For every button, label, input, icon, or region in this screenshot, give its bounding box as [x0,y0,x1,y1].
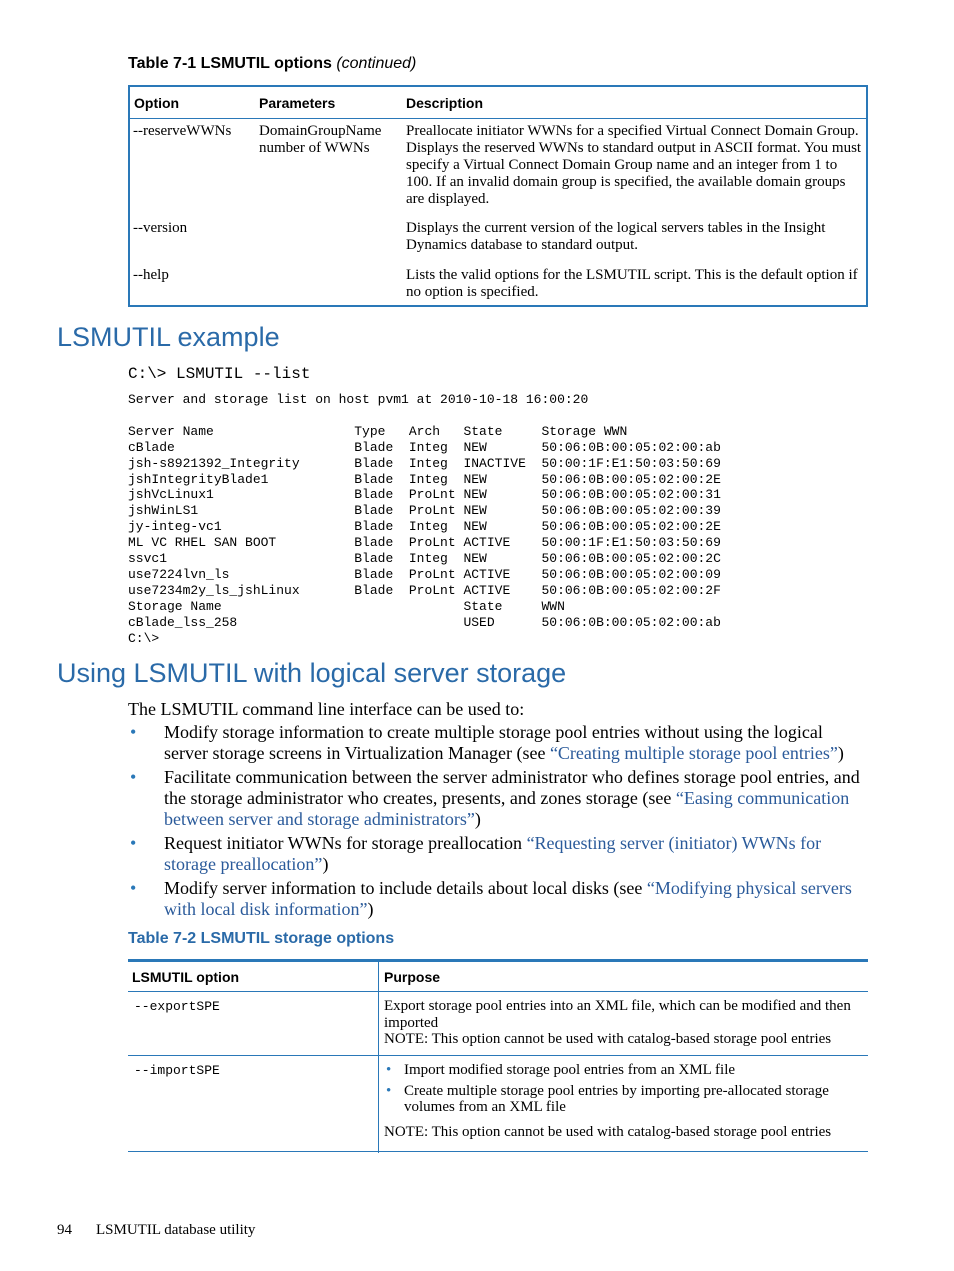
output-line: jshIntegrityBlade1 Blade Integ NEW 50:06:0B:00:05:02:00:2E [128,471,721,487]
options-table [128,85,868,307]
table1-header-row [130,87,866,119]
usage-intro: The LSMUTIL command line interface can be used to: [128,699,525,719]
bullet-icon: • [130,722,137,742]
table2-row-purpose [384,998,864,1048]
purpose-item: Create multiple storage pool entries by importing pre-allocated storage volumes from an XML file [404,1082,829,1115]
output-line: jy-integ-vc1 Blade Integ NEW 50:06:0B:00:05:02:00:2E [128,519,721,535]
output-line: cBlade_lss_258 USED 50:06:0B:00:05:02:00:ab [128,614,721,630]
output-line: C:\> [128,630,160,646]
table2-bottom-rule [128,1151,868,1152]
example-output [128,392,721,647]
bullet-icon: • [130,833,137,853]
cross-reference-link[interactable]: “Modifying physical servers with local disk information” [164,878,852,919]
table1-header-parameters: Parameters [259,95,336,111]
bullet-tail: ) [474,809,481,829]
list-item [128,722,868,764]
table1-caption-suffix: (continued) [336,55,417,72]
output-line: jshWinLS1 Blade ProLnt NEW 50:06:0B:00:05:02:00:39 [128,503,721,519]
table1-row-option: --reserveWWNs [133,123,232,139]
table2-row-option: --exportSPE [134,999,220,1014]
list-item [128,833,868,875]
output-line: use7234m2y_ls_jshLinux Blade ProLnt ACTIVE 50:06:0B:00:05:02:00:2F [128,582,721,598]
cross-reference-link[interactable]: “Creating multiple storage pool entries” [549,743,838,763]
usage-bullet-list [128,722,868,923]
list-item [384,1062,864,1079]
example-command: C:\> LSMUTIL --list [128,365,311,383]
table1-caption [128,55,416,73]
footer-chapter-title: LSMUTIL database utility [96,1222,256,1238]
table2-header-rule [128,991,868,992]
bullet-tail: ) [367,899,374,919]
table2-row-rule [128,1055,868,1056]
table1-row-option: --version [133,220,188,236]
output-line: Server Name Type Arch State Storage WWN [128,423,628,439]
purpose-note: NOTE: This option cannot be used with catalog-based storage pool entries [384,1031,832,1047]
table1-row-option: --help [133,267,169,283]
cross-reference-link[interactable]: “Requesting server (initiator) WWNs for storage preallocation” [164,833,822,874]
list-item [128,767,868,830]
table2-top-rule [128,959,868,962]
bullet-tail: ) [837,743,844,763]
table1-row-description: Displays the current version of the logical servers tables in the Insight Dynamics database to standard output. [406,220,826,253]
list-item [384,1083,864,1116]
output-line: ssvc1 Blade Integ NEW 50:06:0B:00:05:02:00:2C [128,551,721,567]
bullet-text: Modify server information to include details about local disks (see [164,878,647,898]
storage-options-table [128,959,868,1153]
purpose-note: NOTE: This option cannot be used with catalog-based storage pool entries [384,1123,832,1140]
table2-header-option: LSMUTIL option [132,969,240,985]
table1-row-description: Lists the valid options for the LSMUTIL script. This is the default option if no option is specified. [406,267,858,300]
table2-row-option: --importSPE [134,1063,220,1078]
output-line: cBlade Blade Integ NEW 50:06:0B:00:05:02:00:ab [128,439,721,455]
output-line: jsh-s8921392_Integrity Blade Integ INACTIVE 50:00:1F:E1:50:03:50:69 [128,455,721,471]
example-heading: LSMUTIL example [57,322,280,352]
purpose-list [384,1062,864,1116]
table1-header-option: Option [134,95,180,111]
bullet-icon: • [130,878,137,898]
output-line: ML VC RHEL SAN BOOT Blade ProLnt ACTIVE 50:00:1F:E1:50:03:50:69 [128,535,721,551]
purpose-text: Export storage pool entries into an XML file, which can be modified and then imported [384,998,851,1031]
output-line [128,408,721,424]
bullet-text: Request initiator WWNs for storage preallocation [164,833,527,853]
list-item [128,878,868,920]
table1-row-parameters: DomainGroupName number of WWNs [259,123,382,156]
usage-heading: Using LSMUTIL with logical server storage [57,658,567,688]
bullet-icon: • [386,1082,392,1099]
page-number: 94 [57,1222,72,1238]
table1-header-description: Description [406,95,484,111]
output-line: Storage Name State WWN [128,598,565,614]
output-line: Server and storage list on host pvm1 at 2010-10-18 16:00:20 [128,392,589,407]
table2-row-purpose [384,1062,864,1140]
bullet-tail: ) [322,854,329,874]
table1-caption-title: Table 7-1 LSMUTIL options [128,55,332,72]
bullet-text: Modify storage information to create multiple storage pool entries without using the logical server storage screens in Virtualization Manager (see [164,722,823,763]
table2-column-divider [378,962,379,1153]
purpose-item: Import modified storage pool entries from an XML file [404,1062,736,1078]
bullet-text: Facilitate communication between the server administrator who defines storage pool entries, and the storage administrator who creates, presents, and zones storage (see [164,767,860,808]
output-line: use7224lvn_ls Blade ProLnt ACTIVE 50:06:0B:00:05:02:00:09 [128,566,721,582]
bullet-icon: • [386,1062,392,1078]
bullet-icon: • [130,767,137,787]
table2-header-purpose: Purpose [384,969,441,985]
output-line: jshVcLinux1 Blade ProLnt NEW 50:06:0B:00:05:02:00:31 [128,487,721,503]
cross-reference-link[interactable]: “Easing communication between server and storage administrators” [164,788,850,829]
table2-caption: Table 7-2 LSMUTIL storage options [128,930,395,947]
table1-row-description: Preallocate initiator WWNs for a specified Virtual Connect Domain Group. Displays the reserved WWNs to standard output in ASCII format. You must specify a Virtual Connect Domain Group name and an integer from 1 to 100. If an invalid domain group is specified, the available domain groups are displayed. [406,123,862,207]
